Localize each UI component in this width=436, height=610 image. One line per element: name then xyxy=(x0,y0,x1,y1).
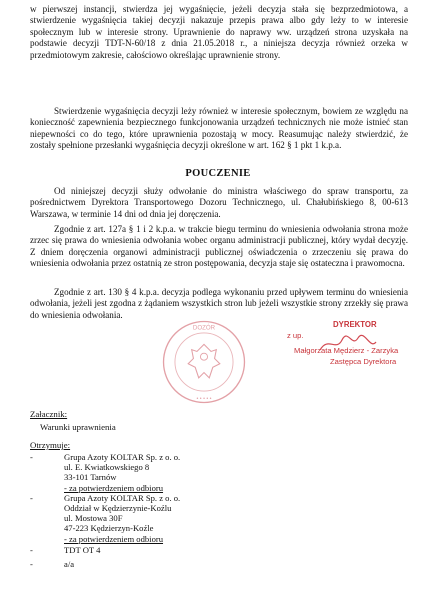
recipient-line: Grupa Azoty KOLTAR Sp. z o. o. xyxy=(64,452,181,462)
recipient-line: a/a xyxy=(64,559,75,569)
recipient-line: TDT OT 4 xyxy=(64,545,101,555)
recipient-dash: - xyxy=(30,493,33,503)
recipient-line: 47-223 Kędzierzyn-Koźle xyxy=(64,523,154,533)
signature-role: Zastępca Dyrektora xyxy=(330,357,397,366)
recipient-line: Grupa Azoty KOLTAR Sp. z o. o. xyxy=(64,493,181,503)
recipient-line: ul. E. Kwiatkowskiego 8 xyxy=(64,462,150,472)
recipients-label: Otrzymuje: xyxy=(30,440,71,450)
paragraph-pouczenie-1: Od niniejszej decyzji służy odwołanie do ministra właściwego do spraw transportu, za pośrednictwem Dyrektora Transportowego Dozoru Technicznego, ul. Chałubińskiego 8, 00-613 Warszawa, w terminie 14 dni od dnia jej doręczenia. xyxy=(30,186,408,219)
recipient-line: Oddział w Kędzierzynie-Koźlu xyxy=(64,503,172,513)
official-seal-stamp xyxy=(160,318,248,406)
recipient-note: - za potwierdzeniem odbioru xyxy=(64,483,164,493)
recipient-note: - za potwierdzeniem odbioru xyxy=(64,534,164,544)
recipient-dash: - xyxy=(30,452,33,462)
svg-text:• • • • •: • • • • • xyxy=(196,395,212,402)
paragraph-top-1: w pierwszej instancji, stwierdza jej wygaśnięcie, jeżeli decyzja stała się bezprzedmiotowa, a stwierdzenie wygaśnięcia takiej decyzji nakazuje przepis prawa albo gdy leży to w interesie społecznym lub w interesie strony. Uprawnienie do naprawy ww. urządzeń strona uzyskała na podstawie decyzji TDT-N-60/18 z dnia 21.05.2018 r., a niniejsza decyzja również orzeka w przedmiotowym zakresie, całościowo określając uprawnienie strony. xyxy=(30,4,408,60)
paragraph-pouczenie-2: Zgodnie z art. 127a § 1 i 2 k.p.a. w trakcie biegu terminu do wniesienia odwołania strona może zrzec się prawa do wniesienia odwołania wobec organu administracji publicznej, który wydał decyzję. Z dniem doręczenia organowi administracji publicznej oświadczenia o zrzeczeniu się prawa do wniesienia odwołania przez ostatnią ze stron postępowania, decyzja staje się ostateczna i prawomocna. xyxy=(30,224,408,269)
recipient-line: ul. Mostowa 30F xyxy=(64,513,123,523)
signature-name: Małgorzata Mędzierz - Zarzyka xyxy=(294,346,399,355)
recipient-dash: - xyxy=(30,559,33,569)
signature-zup: z up. xyxy=(287,331,304,340)
section-title-pouczenie: POUCZENIE xyxy=(185,168,251,179)
attachment-item: Warunki uprawnienia xyxy=(40,422,116,432)
recipient-dash: - xyxy=(30,545,33,555)
signature-title: DYREKTOR xyxy=(333,320,377,329)
svg-text:DOZÓR: DOZÓR xyxy=(192,324,216,332)
paragraph-pouczenie-3: Zgodnie z art. 130 § 4 k.p.a. decyzja podlega wykonaniu przed upływem terminu do wniesienia odwołania, jeżeli jest zgodna z żądaniem wszystkich stron lub jeżeli wszystkie strony zrzekły się prawa do wniesienia odwołania. xyxy=(30,287,408,320)
recipient-line: 33-101 Tarnów xyxy=(64,472,117,482)
attachment-label: Załacznik: xyxy=(30,409,68,419)
paragraph-top-2: Stwierdzenie wygaśnięcia decyzji leży również w interesie społecznym, bowiem ze względu na konieczność zapewnienia bezpiecznego funkcjonowania urządzeń technicznych nie może istnieć stan niepewności co do tego, które uprawnienia pozostają w mocy. Reasumując należy stwierdzić, że zostały spełnione przesłanki wygaśnięcia decyzji określone w art. 162 § 1 pkt 1 k.p.a. xyxy=(30,106,408,151)
